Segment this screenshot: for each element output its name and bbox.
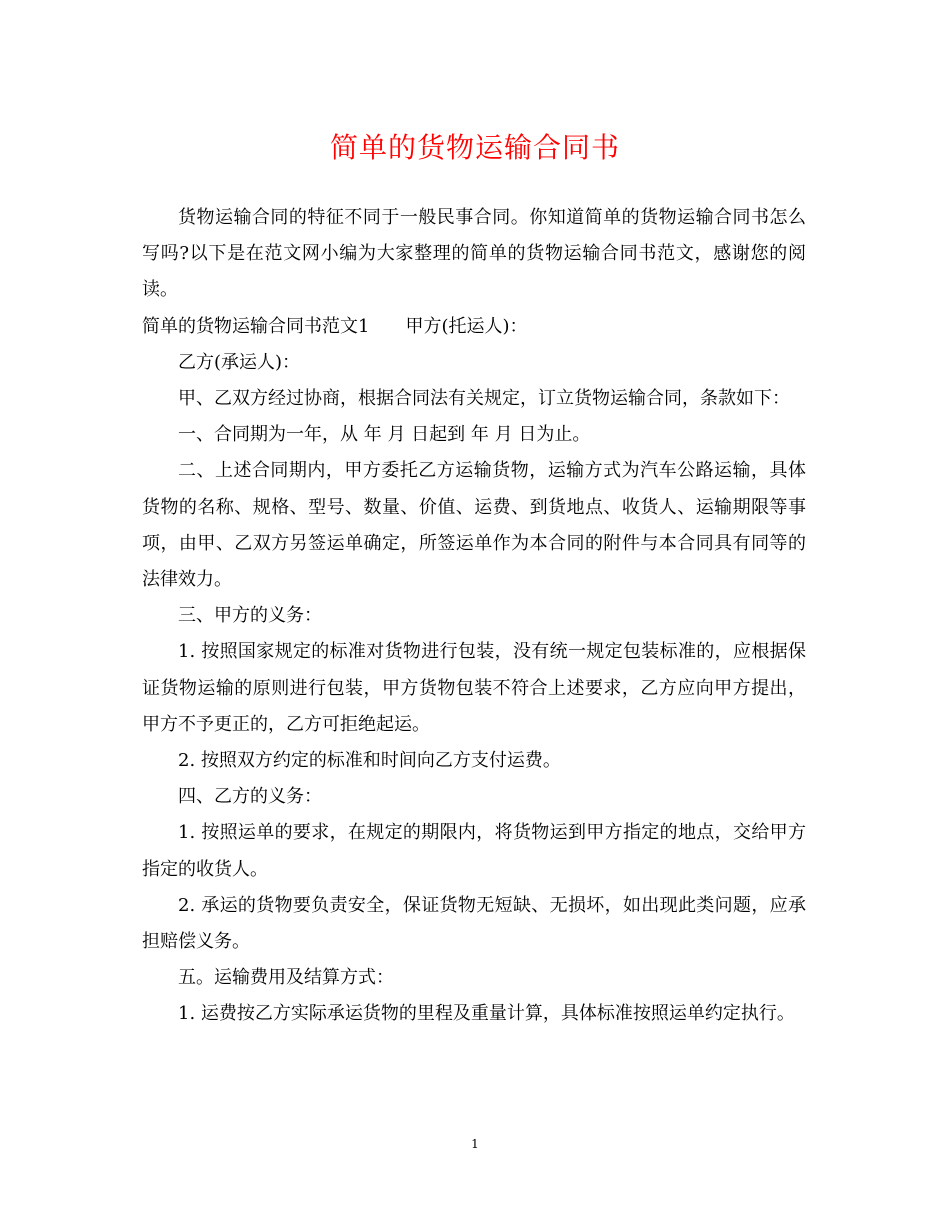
page-number: 1 [471, 1137, 479, 1151]
clause-5-heading: 五。运输费用及结算方式： [178, 967, 394, 989]
clause-5-item-1: 1. 运费按乙方实际承运货物的里程及重量计算，具体标准按照运单约定执行。 [178, 1003, 795, 1025]
sample-heading: 简单的货物运输合同书范文1 [142, 315, 370, 337]
clause-1: 一、合同期为一年，从 年 月 日起到 年 月 日为止。 [178, 424, 591, 446]
sample-heading-line [142, 309, 806, 345]
clause-4-heading: 四、乙方的义务： [178, 786, 322, 808]
clause-2: 二、上述合同期内，甲方委托乙方运输货物，运输方式为汽车公路运输，具体货物的名称、规格、型号、数量、价值、运费、到货地点、收货人、运输期限等事项，由甲、乙双方另签运单确定，所签运单作为本合同的附件与本合同具有同等的法律效力。 [142, 460, 806, 591]
document-title: 简单的货物运输合同书 [329, 131, 620, 164]
clause-4-item-1: 1. 按照运单的要求，在规定的期限内，将货物运到甲方指定的地点，交给甲方指定的收货人。 [142, 822, 806, 880]
party-b-label: 乙方(承运人)： [178, 351, 301, 373]
preamble-paragraph: 甲、乙双方经过协商，根据合同法有关规定，订立货物运输合同，条款如下： [178, 388, 790, 410]
document-body [142, 200, 806, 1033]
clause-4-item-2: 2. 承运的货物要负责安全，保证货物无短缺、无损坏，如出现此类问题，应承担赔偿义务。 [142, 894, 806, 953]
clause-3-item-1: 1. 按照国家规定的标准对货物进行包装，没有统一规定包装标准的，应根据保证货物运输的原则进行包装，甲方货物包装不符合上述要求，乙方应向甲方提出，甲方不予更正的，乙方可拒绝起运。 [142, 641, 806, 735]
party-a-label: 甲方(托运人)： [405, 315, 528, 337]
intro-paragraph: 货物运输合同的特征不同于一般民事合同。你知道简单的货物运输合同书怎么写吗?以下是在范文网小编为大家整理的简单的货物运输合同书范文，感谢您的阅读。 [142, 207, 806, 301]
clause-3-heading: 三、甲方的义务： [178, 605, 322, 627]
clause-3-item-2: 2. 按照双方约定的标准和时间向乙方支付运费。 [178, 750, 561, 772]
